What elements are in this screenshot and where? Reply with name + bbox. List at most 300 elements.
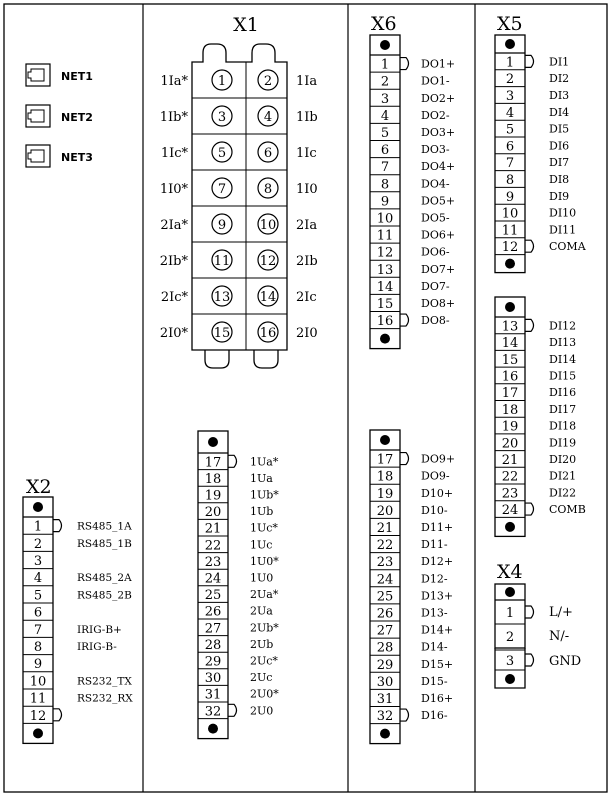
x1-lower-pin[interactable]	[198, 588, 279, 603]
x1-terminal-row	[160, 250, 318, 270]
x6-lower-pin[interactable]	[370, 470, 450, 485]
pin-label: DI11	[549, 223, 577, 237]
x1-signal-label: 2Ib*	[159, 254, 188, 269]
x6-lower-pin[interactable]	[370, 675, 448, 690]
pin-label: 2Ub	[250, 637, 274, 651]
pin-number: 17	[376, 452, 394, 468]
x2-title: X2	[26, 476, 52, 498]
pin-label: DI7	[549, 156, 570, 170]
x1-title: X1	[233, 14, 259, 36]
mounting-screw-icon	[505, 674, 515, 684]
x6-title: X6	[371, 13, 397, 35]
pin-label: N/-	[549, 629, 570, 644]
x6-upper-pin[interactable]	[370, 109, 450, 124]
pin-label: DO3+	[421, 125, 456, 139]
x6-upper-pin[interactable]	[370, 246, 450, 261]
pin-label: D14-	[421, 640, 448, 654]
pin-number: 19	[204, 488, 222, 504]
x1-terminal-number: 15	[213, 326, 231, 341]
pin-label: COMA	[549, 240, 586, 254]
x2-pin[interactable]	[23, 606, 53, 621]
pin-number: 6	[33, 605, 43, 621]
x5-lower-pin[interactable]	[495, 319, 576, 334]
pin-number: 18	[204, 471, 222, 487]
x5-upper-pin[interactable]	[495, 89, 569, 104]
pin-number: 28	[376, 640, 394, 656]
wire-hook-icon	[228, 455, 237, 467]
x1-signal-label: 2Ic*	[160, 290, 188, 305]
x1-latch	[205, 350, 229, 368]
x1-lower-pin[interactable]	[198, 472, 273, 487]
x1-terminal-number: 1	[217, 74, 227, 89]
x6-upper-pin[interactable]	[370, 92, 455, 107]
pin-label: DI16	[549, 386, 577, 400]
wire-hook-icon	[525, 503, 534, 515]
pin-label: DO7+	[421, 262, 456, 276]
rj45-icon	[28, 110, 44, 122]
x1-lower-pin[interactable]	[198, 621, 279, 636]
x5-title: X5	[497, 13, 523, 35]
pin-label: D14+	[421, 623, 454, 637]
pin-label: COMB	[549, 503, 586, 517]
x1-lower-pin[interactable]	[198, 572, 273, 587]
x6-upper-pin[interactable]	[370, 314, 450, 329]
x6-upper-pin[interactable]	[370, 58, 455, 73]
pin-number: 17	[204, 455, 222, 471]
pin-number: 20	[204, 505, 222, 521]
pin-number: 7	[33, 622, 43, 638]
x6-lower-terminal-strip	[370, 430, 455, 744]
rj45-icon	[28, 150, 44, 162]
pin-number: 9	[33, 657, 43, 673]
x1-terminal-number: 6	[263, 146, 273, 161]
pin-label: 2Ub*	[250, 621, 279, 635]
x5-upper-pin[interactable]	[495, 173, 569, 188]
net-port-1[interactable]	[26, 64, 93, 86]
pin-label: DI20	[549, 452, 577, 466]
pin-number: 20	[501, 436, 519, 452]
x1-terminal-number: 2	[263, 74, 273, 89]
pin-number: 19	[376, 486, 394, 502]
wire-hook-icon	[525, 606, 534, 618]
x1-lower-pin[interactable]	[198, 505, 273, 520]
pin-number: 5	[380, 125, 390, 141]
pin-number: 8	[380, 177, 390, 193]
pin-number: 3	[505, 89, 515, 104]
x5-lower-pin[interactable]	[495, 353, 576, 368]
x1-signal-label: 2I0	[296, 326, 318, 341]
pin-label: DO1+	[421, 57, 456, 71]
pin-label: 2U0	[250, 704, 274, 718]
x1-terminal-row	[160, 106, 318, 126]
x1-signal-label: 1Ib	[296, 110, 318, 125]
x5-upper-pin[interactable]	[495, 139, 569, 154]
pin-label: DO2+	[421, 91, 456, 105]
x5-upper-pin[interactable]	[495, 156, 569, 171]
pin-number: 9	[380, 194, 390, 210]
pin-label: DI1	[549, 55, 570, 69]
pin-number: 20	[376, 503, 394, 519]
pin-number: 2	[505, 72, 515, 88]
x2-pin[interactable]	[23, 520, 132, 535]
pin-label: DI8	[549, 173, 570, 186]
x1-signal-label: 2Ia*	[160, 218, 188, 233]
x6-upper-pin[interactable]	[370, 143, 450, 158]
pin-label: 1Uc	[250, 538, 273, 552]
mounting-screw-icon	[380, 40, 390, 50]
pin-number: 13	[501, 319, 519, 335]
x2-pin[interactable]	[23, 692, 133, 707]
x1-voltage-terminal-strip	[198, 431, 279, 739]
x4-terminal-strip	[495, 584, 581, 688]
x1-lower-pin[interactable]	[198, 605, 273, 620]
x2-terminal-strip	[23, 497, 133, 743]
pin-label: DI6	[549, 139, 570, 153]
net-port-label: NET1	[61, 70, 93, 83]
x1-terminal-number: 14	[259, 290, 277, 305]
x6-upper-terminal-strip	[370, 35, 455, 349]
pin-number: 19	[501, 419, 519, 435]
pin-label: D12+	[421, 555, 454, 569]
pin-number: 2	[33, 536, 43, 552]
pin-label: D13-	[421, 606, 448, 620]
pin-label: DI12	[549, 319, 577, 333]
x5-lower-pin[interactable]	[495, 403, 576, 418]
x1-terminal-number: 5	[217, 146, 227, 161]
x1-terminal-number: 9	[217, 218, 227, 233]
x5-lower-pin[interactable]	[495, 453, 576, 468]
pin-label: D13+	[421, 589, 454, 603]
pin-label: 2Uc*	[250, 654, 278, 668]
x1-lower-pin[interactable]	[198, 455, 279, 470]
pin-number: 15	[501, 352, 519, 368]
mounting-screw-icon	[208, 724, 218, 734]
x1-signal-label: 1Ia	[296, 74, 318, 89]
pin-label: DO4+	[421, 160, 456, 174]
pin-number: 11	[501, 223, 519, 239]
x6-lower-pin[interactable]	[370, 589, 453, 604]
pin-number: 13	[376, 262, 394, 278]
pin-number: 31	[204, 687, 222, 703]
x1-terminal-number: 12	[259, 254, 277, 269]
pin-number: 4	[505, 105, 515, 121]
pin-number: 7	[380, 160, 390, 176]
x1-latch	[254, 350, 278, 368]
pin-number: 25	[376, 589, 394, 605]
pin-label: DO8+	[421, 296, 456, 310]
mounting-screw-icon	[505, 39, 515, 49]
pin-label: DO6+	[421, 228, 456, 242]
x1-terminal-row	[160, 70, 317, 90]
pin-label: 1Ua	[250, 471, 273, 485]
pin-number: 28	[204, 637, 222, 653]
x6-upper-pin[interactable]	[370, 126, 455, 141]
pin-number: 11	[376, 228, 394, 244]
x6-upper-pin[interactable]	[370, 211, 450, 226]
x5-lower-pin[interactable]	[495, 336, 576, 351]
x6-upper-pin[interactable]	[370, 177, 450, 192]
x4-title: X4	[497, 561, 523, 583]
pin-label: DI18	[549, 419, 577, 433]
pin-label: DI4	[549, 105, 570, 119]
pin-label: RS485_2A	[77, 572, 132, 585]
pin-number: 12	[376, 245, 394, 261]
pin-label: DO9-	[421, 469, 450, 483]
pin-number: 30	[376, 674, 394, 690]
x1-lower-pin[interactable]	[198, 671, 272, 686]
x1-signal-label: 1Ia*	[160, 74, 188, 89]
x4-pin[interactable]	[495, 629, 569, 648]
pin-label: DO6-	[421, 245, 450, 259]
x2-pin[interactable]	[23, 640, 117, 655]
x6-upper-pin[interactable]	[370, 297, 455, 312]
pin-number: 10	[376, 211, 394, 227]
x1-terminal-number: 11	[213, 254, 231, 269]
x1-signal-label: 1Ic	[296, 146, 317, 161]
x1-signal-label: 1I0*	[159, 182, 188, 197]
pin-label: RS232_RX	[77, 692, 133, 705]
pin-number: 1	[380, 57, 390, 73]
pin-number: 2	[505, 630, 515, 645]
pin-label: DO8-	[421, 314, 450, 328]
pin-number: 14	[501, 336, 519, 352]
x1-signal-label: 2Ib	[296, 254, 318, 269]
pin-number: 29	[204, 654, 222, 670]
pin-number: 32	[204, 704, 222, 720]
wire-hook-icon	[525, 319, 534, 331]
x1-lower-pin[interactable]	[198, 522, 278, 537]
pin-number: 1	[33, 519, 43, 535]
pin-number: 3	[33, 554, 43, 569]
pin-label: IRIG-B+	[77, 623, 122, 636]
wire-hook-icon	[53, 520, 62, 532]
pin-number: 18	[501, 402, 519, 418]
x1-signal-label: 1Ic*	[160, 146, 188, 161]
mounting-screw-icon	[505, 522, 515, 532]
x6-upper-pin[interactable]	[370, 194, 455, 209]
x6-lower-pin[interactable]	[370, 487, 453, 502]
x4-pin[interactable]	[506, 654, 581, 669]
mounting-screw-icon	[208, 437, 218, 447]
x6-upper-pin[interactable]	[370, 160, 455, 175]
x6-upper-pin[interactable]	[370, 229, 455, 244]
pin-number: 1	[505, 55, 515, 71]
x1-signal-label: 2Ic	[296, 290, 317, 305]
x2-pin[interactable]	[23, 657, 53, 672]
pin-number: 4	[380, 108, 390, 124]
x5-upper-pin[interactable]	[495, 240, 587, 255]
wire-hook-icon	[525, 240, 534, 252]
pin-number: 22	[501, 469, 519, 485]
x1-signal-label: 1I0	[296, 182, 318, 197]
x2-pin[interactable]	[23, 571, 132, 586]
x1-signal-label: 1Ib*	[159, 110, 188, 125]
pin-label: 1U0	[250, 571, 274, 585]
pin-number: 26	[376, 606, 394, 622]
pin-number: 5	[505, 122, 515, 138]
x1-terminal-number: 16	[259, 326, 277, 341]
x4-pin[interactable]	[495, 605, 573, 624]
mounting-screw-icon	[505, 587, 515, 597]
mounting-screw-icon	[380, 729, 390, 739]
x2-pin[interactable]	[23, 623, 122, 638]
pin-number: 23	[204, 554, 222, 570]
x1-terminal-number: 13	[213, 290, 231, 305]
pin-label: DO4-	[421, 177, 450, 191]
x5-lower-pin[interactable]	[495, 486, 576, 501]
pin-number: 7	[505, 156, 515, 172]
x1-terminal-row	[160, 322, 318, 342]
pin-label: D12-	[421, 572, 448, 586]
x6-upper-pin[interactable]	[370, 75, 450, 90]
pin-number: 14	[376, 279, 394, 295]
wire-hook-icon	[228, 704, 237, 716]
x1-lower-pin[interactable]	[198, 638, 273, 653]
x6-lower-pin[interactable]	[370, 453, 455, 468]
x6-lower-pin[interactable]	[370, 658, 453, 673]
net-port-label: NET2	[61, 111, 93, 124]
x5-upper-pin[interactable]	[495, 123, 569, 138]
x6-lower-pin[interactable]	[370, 692, 453, 707]
x6-lower-pin[interactable]	[370, 504, 448, 519]
pin-label: D15-	[421, 674, 448, 688]
pin-number: 22	[376, 538, 394, 554]
x1-terminal-row	[160, 178, 318, 198]
x2-pin[interactable]	[23, 537, 132, 552]
pin-label: L/+	[549, 605, 573, 620]
net-port-label: NET3	[61, 151, 93, 164]
pin-label: DI14	[549, 352, 577, 366]
wire-hook-icon	[525, 654, 534, 666]
pin-label: RS485_1B	[77, 537, 132, 550]
pin-label: DI17	[549, 402, 577, 416]
x5-lower-pin[interactable]	[495, 436, 576, 451]
x1-terminal-row	[160, 214, 317, 234]
pin-number: 23	[501, 486, 519, 502]
x1-lower-pin[interactable]	[198, 688, 279, 703]
pin-number: 5	[33, 588, 43, 604]
net-port-3[interactable]	[26, 145, 93, 167]
x1-connector	[160, 14, 318, 368]
x6-lower-pin[interactable]	[370, 521, 453, 536]
ethernet-port-icon	[26, 145, 50, 167]
pin-number: 24	[376, 572, 394, 588]
x1-terminal-number: 7	[217, 182, 227, 197]
x6-lower-pin[interactable]	[370, 555, 453, 570]
pin-number: 2	[380, 74, 390, 90]
pin-label: GND	[549, 654, 582, 669]
wire-hook-icon	[400, 58, 409, 70]
pin-number: 15	[376, 296, 394, 312]
pin-label: DI13	[549, 336, 577, 350]
x6-upper-pin[interactable]	[370, 280, 450, 295]
x2-pin[interactable]	[23, 554, 53, 569]
mounting-screw-icon	[505, 302, 515, 312]
pin-number: 10	[29, 674, 47, 690]
pin-label: IRIG-B-	[77, 641, 117, 653]
x5-lower-pin[interactable]	[495, 503, 586, 518]
pin-label: DI5	[549, 122, 570, 136]
x2-pin[interactable]	[23, 674, 132, 689]
pin-label: DI19	[549, 436, 577, 450]
pin-label: DI10	[549, 206, 577, 220]
net-port-2[interactable]	[26, 105, 93, 127]
x2-pin[interactable]	[23, 709, 53, 724]
x1-lower-pin[interactable]	[198, 489, 279, 504]
x5-lower-pin[interactable]	[495, 386, 576, 401]
x5-upper-pin[interactable]	[495, 207, 576, 222]
pin-label: DO3-	[421, 143, 450, 157]
x6-lower-pin[interactable]	[370, 641, 448, 656]
x5-upper-pin[interactable]	[495, 190, 569, 205]
rj45-icon	[28, 69, 44, 81]
x6-upper-pin[interactable]	[370, 263, 455, 278]
x5-upper-pin[interactable]	[495, 72, 569, 87]
mounting-screw-icon	[33, 502, 43, 512]
pin-number: 30	[204, 671, 222, 687]
x1-signal-label: 2I0*	[159, 326, 188, 341]
pin-label: 1Ub*	[250, 488, 279, 502]
pin-number: 21	[204, 521, 222, 537]
pin-label: D10-	[421, 503, 448, 517]
wire-hook-icon	[400, 314, 409, 326]
pin-label: DO2-	[421, 108, 450, 122]
x1-terminal-row	[161, 286, 317, 306]
pin-number: 31	[376, 691, 394, 707]
pin-label: DI3	[549, 89, 570, 102]
pin-number: 24	[204, 571, 222, 587]
x5-lower-pin[interactable]	[495, 420, 576, 435]
x5-lower-pin[interactable]	[495, 470, 576, 485]
pin-number: 10	[501, 206, 519, 222]
x2-pin[interactable]	[23, 588, 132, 603]
pin-number: 12	[501, 240, 519, 256]
pin-label: 2Uc	[250, 671, 273, 685]
x6-lower-pin[interactable]	[370, 606, 448, 621]
x1-terminal-row	[161, 142, 317, 162]
pin-number: 21	[501, 452, 519, 468]
pin-label: DI2	[549, 72, 570, 86]
pin-number: 32	[376, 709, 394, 725]
pin-number: 4	[33, 571, 43, 587]
x1-signal-label: 2Ia	[296, 218, 318, 233]
x5-upper-pin[interactable]	[495, 106, 569, 121]
x5-upper-pin[interactable]	[495, 223, 576, 238]
pin-number: 6	[380, 143, 390, 159]
x1-lower-pin[interactable]	[198, 538, 272, 553]
ethernet-port-icon	[26, 105, 50, 127]
pin-number: 8	[33, 640, 43, 655]
pin-number: 25	[204, 588, 222, 604]
x1-terminal-number: 8	[263, 182, 273, 197]
pin-label: 1U0*	[250, 554, 279, 568]
x6-lower-pin[interactable]	[370, 624, 453, 639]
pin-label: RS485_1A	[77, 520, 132, 533]
wire-hook-icon	[400, 709, 409, 721]
pin-label: 2Ua*	[250, 588, 279, 602]
pin-number: 26	[204, 604, 222, 620]
pin-label: RS485_2B	[77, 589, 132, 602]
ethernet-port-icon	[26, 64, 50, 86]
x1-lower-pin[interactable]	[198, 555, 279, 570]
pin-number: 29	[376, 657, 394, 673]
x1-lower-pin[interactable]	[198, 655, 278, 670]
x5-lower-pin[interactable]	[495, 369, 576, 384]
x6-lower-pin[interactable]	[370, 572, 448, 587]
pin-number: 27	[204, 621, 222, 637]
x6-lower-pin[interactable]	[370, 538, 448, 553]
net-port-group	[26, 64, 93, 167]
